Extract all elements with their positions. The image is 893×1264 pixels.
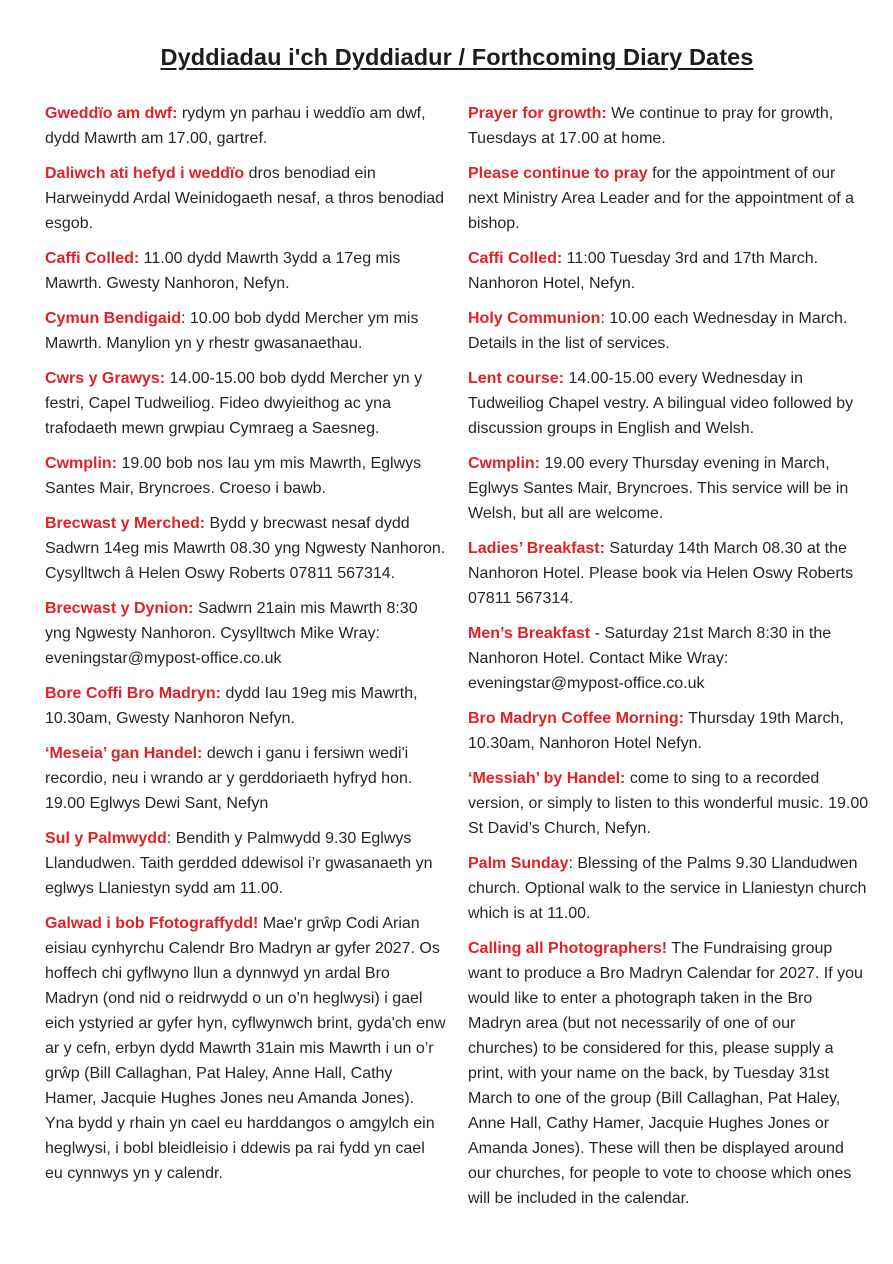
entry-heading: Caffi Colled: (468, 250, 563, 267)
diary-entry (45, 511, 446, 586)
entry-text: Bendith y Palmwydd 9.30 Eglwys Llandudwen. Taith gerdded ddewisol i’r gwasanaeth yn eglwys Llaniestyn sydd am 11.00. (45, 830, 433, 897)
entry-heading: Gweddïo am dwf: (45, 105, 178, 122)
diary-entry (45, 161, 446, 236)
entry-heading: Cwmplin: (468, 455, 540, 472)
entry-text: rydym yn parhau i weddïo am dwf, dydd Mawrth am 17.00, gartref. (45, 105, 426, 147)
entry-text: dewch i ganu i fersiwn wedi'i recordio, neu i wrando ar y gerddoriaeth hyfryd hon. 19.00 Eglwys Dewi Sant, Nefyn (45, 745, 413, 812)
entry-text: 19.00 bob nos Iau ym mis Mawrth, Eglwys Santes Mair, Bryncroes. Croeso i bawb. (45, 455, 422, 497)
diary-entry (45, 451, 446, 501)
entry-text: Saturday 21st March 8:30 in the Nanhoron Hotel. Contact Mike Wray: eveningstar@mypost-office.co.uk (468, 625, 832, 692)
entry-heading: Holy Communion (468, 310, 601, 327)
welsh-column (45, 101, 446, 1196)
entry-text: Mae'r grŵp Codi Arian eisiau cynhyrchu Calendr Bro Madryn ar gyfer 2027. Os hoffech chi gyflwyno llun a dynnwyd yn ardal Bro Madryn (ond nid o reidrwydd o un o'n heglwysi) i gael eich ystyried ar gyfer hyn, cyflwynwch brint, gyda'ch enw ar y cefn, erbyn dydd Mawrth 31ain mis Mawrth i un o’r grŵp (Bill Callaghan, Pat Haley, Anne Hall, Cathy Hamer, Jacquie Hughes Jones neu Amanda Jones). Yna bydd y rhain yn cael eu harddangos o amgylch ein heglwysi, i bobl bleidleisio i ddewis pa rai fydd yn cael eu cynnwys yn y calendr. (45, 915, 446, 1182)
diary-entry (45, 681, 446, 731)
entry-text: for the appointment of our next Ministry Area Leader and for the appointment of a bishop. (468, 165, 855, 232)
diary-entry (45, 101, 446, 151)
diary-entry (468, 851, 869, 926)
entry-heading: Men’s Breakfast (468, 625, 591, 642)
diary-entry (468, 366, 869, 441)
english-column (468, 101, 869, 1221)
diary-entry (468, 536, 869, 611)
entry-heading: Daliwch ati hefyd i weddïo (45, 165, 245, 182)
entry-heading: Brecwast y Dynion: (45, 600, 194, 617)
diary-entry (45, 596, 446, 671)
entry-text: 14.00-15.00 every Wednesday in Tudweiliog Chapel vestry. A bilingual video followed by discussion groups in English and Welsh. (468, 370, 854, 437)
entry-heading: Caffi Colled: (45, 250, 140, 267)
entry-heading: Sul y Palmwydd (45, 830, 167, 847)
entry-text: 10.00 each Wednesday in March. Details in the list of services. (468, 310, 848, 352)
entry-text: Saturday 14th March 08.30 at the Nanhoron Hotel. Please book via Helen Oswy Roberts 07811 567314. (468, 540, 854, 607)
entry-text: 11:00 Tuesday 3rd and 17th March. Nanhoron Hotel, Nefyn. (468, 250, 819, 292)
diary-entry (468, 766, 869, 841)
diary-entry (468, 101, 869, 151)
entry-text: We continue to pray for growth, Tuesdays at 17.00 at home. (468, 105, 834, 147)
entry-text: 14.00-15.00 bob dydd Mercher yn y festri, Capel Tudweiliog. Fideo dwyieithog ac yna trafodaeth mewn grwpiau Cymraeg a Saesneg. (45, 370, 423, 437)
diary-entry (468, 246, 869, 296)
entry-heading: Calling all Photographers! (468, 940, 668, 957)
diary-entry (468, 621, 869, 696)
diary-entry (468, 161, 869, 236)
entry-heading: Cymun Bendigaid (45, 310, 182, 327)
entry-text: Thursday 19th March, 10.30am, Nanhoron Hotel Nefyn. (468, 710, 844, 752)
entry-text: dydd Iau 19eg mis Mawrth, 10.30am, Gwesty Nanhoron Nefyn. (45, 685, 418, 727)
entry-text: The Fundraising group want to produce a Bro Madryn Calendar for 2027. If you would like to enter a photograph taken in the Bro Madryn area (but not necessarily of one of our churches) to be considered for this, please supply a print, with your name on the back, by Tuesday 31st March to one of the group (Bill Callaghan, Pat Haley, Anne Hall, Cathy Hamer, Jacquie Hughes Jones or Amanda Jones). These will then be displayed around our churches, for people to vote to choose which ones will be included in the calendar. (468, 940, 863, 1207)
diary-entry (468, 306, 869, 356)
entry-text: come to sing to a recorded version, or simply to listen to this wonderful music. 19.00 St David’s Church, Nefyn. (468, 770, 869, 837)
entry-separator: - (590, 625, 605, 642)
diary-entry (45, 741, 446, 816)
two-column-layout (45, 101, 869, 1221)
entry-heading: Please continue to pray (468, 165, 648, 182)
entry-separator: : (600, 310, 610, 327)
diary-entry (468, 706, 869, 756)
diary-entry (45, 366, 446, 441)
diary-entry (468, 936, 869, 1211)
entry-separator: : (181, 310, 190, 327)
page-title: Dyddiadau i'ch Dyddiadur / Forthcoming Diary Dates (160, 44, 754, 70)
entry-heading: ‘Meseia’ gan Handel: (45, 745, 203, 762)
entry-separator: : (568, 855, 578, 872)
entry-text: Blessing of the Palms 9.30 Llandudwen church. Optional walk to the service in Llaniestyn church which is at 11.00. (468, 855, 867, 922)
diary-entry (45, 911, 446, 1186)
entry-separator: : (166, 830, 176, 847)
entry-heading: Palm Sunday (468, 855, 569, 872)
entry-heading: Galwad i bob Ffotograffydd! (45, 915, 259, 932)
diary-entry (45, 306, 446, 356)
diary-entry (468, 451, 869, 526)
entry-heading: Ladies’ Breakfast: (468, 540, 605, 557)
entry-heading: Bore Coffi Bro Madryn: (45, 685, 221, 702)
entry-text: dros benodiad ein Harweinydd Ardal Weinidogaeth nesaf, a thros benodiad esgob. (45, 165, 445, 232)
entry-heading: ‘Messiah’ by Handel: (468, 770, 626, 787)
entry-heading: Prayer for growth: (468, 105, 607, 122)
entry-text: 11.00 dydd Mawrth 3ydd a 17eg mis Mawrth. Gwesty Nanhoron, Nefyn. (45, 250, 401, 292)
entry-text: Bydd y brecwast nesaf dydd Sadwrn 14eg mis Mawrth 08.30 yng Ngwesty Nanhoron. Cysylltwch â Helen Oswy Roberts 07811 567314. (45, 515, 446, 582)
entry-heading: Cwmplin: (45, 455, 117, 472)
entry-text: 10.00 bob dydd Mercher ym mis Mawrth. Manylion yn y rhestr gwasanaethau. (45, 310, 419, 352)
diary-entry (45, 246, 446, 296)
entry-heading: Brecwast y Merched: (45, 515, 206, 532)
entry-heading: Lent course: (468, 370, 565, 387)
entry-heading: Bro Madryn Coffee Morning: (468, 710, 684, 727)
entry-text: Sadwrn 21ain mis Mawrth 8:30 yng Ngwesty Nanhoron. Cysylltwch Mike Wray: eveningstar@mypost-office.co.uk (45, 600, 418, 667)
entry-text: 19.00 every Thursday evening in March, Eglwys Santes Mair, Bryncroes. This service will be in Welsh, but all are welcome. (468, 455, 849, 522)
entry-heading: Cwrs y Grawys: (45, 370, 166, 387)
diary-entry (45, 826, 446, 901)
